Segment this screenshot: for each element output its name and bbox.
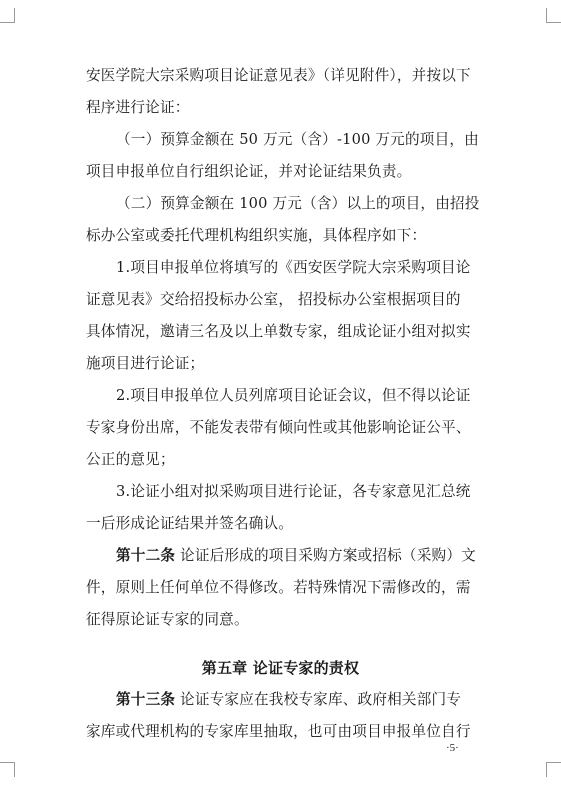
- body-line: （二）预算金额在 100 万元（含）以上的项目，由招投: [116, 195, 480, 212]
- article-12-label: 第十二条: [116, 547, 176, 564]
- body-line: 证意见表》交给招投标办公室， 招投标办公室根据项目的: [86, 291, 461, 308]
- article-12-text: 论证后形成的项目采购方案或招标（采购）文: [175, 547, 476, 564]
- body-line: 施项目进行论证；: [86, 355, 205, 372]
- page-number: ·5·: [446, 742, 459, 754]
- body-line: 公正的意见；: [86, 451, 175, 468]
- body-line: 安医学院大宗采购项目论证意见表》（详见附件），并按以下: [86, 67, 471, 84]
- article-13-text: 论证专家应在我校专家库、政府相关部门专: [175, 691, 462, 708]
- chapter-heading: 第五章 论证专家的责权: [201, 659, 360, 677]
- body-line: 1.项目申报单位将填写的《西安医学院大宗采购项目论: [116, 259, 471, 276]
- crop-mark-top-left: [0, 8, 15, 23]
- article-12-line: 件，原则上任何单位不得修改。若特殊情况下需修改的，需: [86, 579, 471, 596]
- article-13-label: 第十三条: [116, 691, 176, 708]
- article-12-line: 征得原论证专家的同意。: [86, 611, 249, 628]
- article-13-line: 家库或代理机构的专家库里抽取，也可由项目申报单位自行: [86, 723, 471, 740]
- crop-mark-bottom-right: [546, 762, 561, 777]
- body-line: 2.项目申报单位人员列席项目论证会议，但不得以论证: [116, 387, 471, 404]
- body-line: 程序进行论证：: [86, 99, 190, 116]
- body-line: 专家身份出席，不能发表带有倾向性或其他影响论证公平、: [86, 419, 471, 436]
- body-line: （一）预算金额在 50 万元（含）-100 万元的项目，由: [116, 131, 479, 148]
- article-12-line: [116, 546, 476, 566]
- article-13-line: [116, 690, 461, 710]
- body-line: 项目申报单位自行组织论证，并对论证结果负责。: [86, 163, 412, 180]
- body-line: 3.论证小组对拟采购项目进行论证，各专家意见汇总统: [116, 483, 471, 500]
- body-line: 一后形成论证结果并签名确认。: [86, 515, 294, 532]
- body-line: 具体情况，邀请三名及以上单数专家，组成论证小组对拟实: [86, 323, 471, 340]
- body-line: 标办公室或委托代理机构组织实施，具体程序如下：: [86, 227, 427, 244]
- crop-mark-top-right: [546, 8, 561, 23]
- crop-mark-bottom-left: [0, 762, 15, 777]
